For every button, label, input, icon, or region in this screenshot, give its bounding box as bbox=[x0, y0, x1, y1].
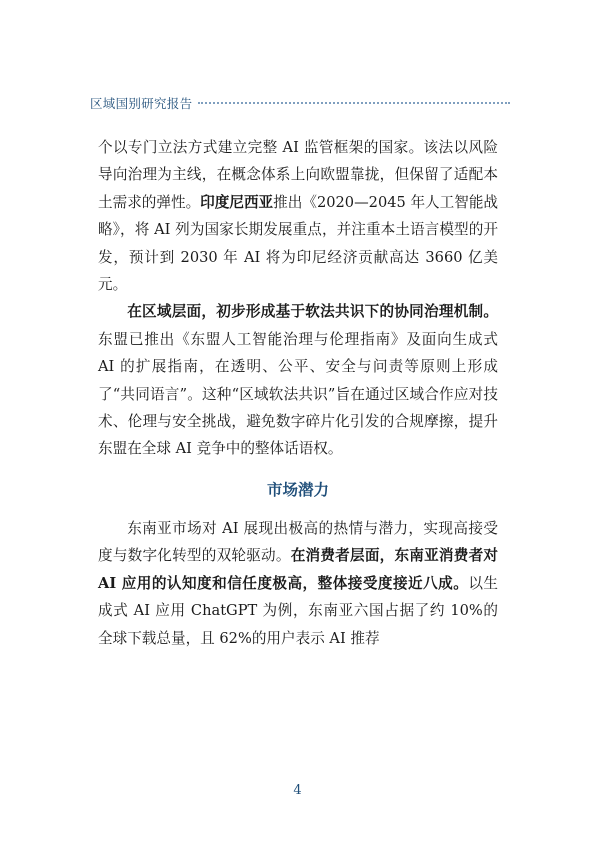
body-text bbox=[98, 134, 498, 652]
paragraph-1-emphasis: 印度尼西亚 bbox=[200, 193, 274, 211]
paragraph-3-emphasis: 在消费者层面，东南亚消费者对 AI 应用的认知度和信任度极高，整体接受度接近八成。 bbox=[98, 547, 498, 592]
paragraph-1-text-cont: 推出《2020—2045 年人工智能战略》，将 AI 列为国家长期发展重点，并注重本土语言模型的开发，预计到 2030 年 AI 将为印尼经济贡献高达 3660 亿美元。 bbox=[98, 193, 499, 294]
paragraph-1-text: 个以专门立法方式建立完整 AI 监管框架的国家。该法以风险导向治理为主线，在概念体系上向欧盟靠拢，但保留了适配本土需求的弹性。 bbox=[98, 139, 498, 211]
paragraph-3-text: 东南亚市场对 AI 展现出极高的热情与潜力，实现高接受度与数字化转型的双轮驱动。 bbox=[98, 519, 498, 565]
paragraph-2-text: 东盟已推出《东盟人工智能治理与伦理指南》及面向生成式 AI 的扩展指南，在透明、公平、安全与问责等原则上形成了“共同语言”。这种“区域软法共识”旨在通过区域合作应对技术、伦理与安全挑战，避免数字碎片化引发的合规摩擦，提升东盟在全球 AI 竞争中的整体话语权。 bbox=[98, 330, 498, 458]
paragraph-3 bbox=[98, 515, 498, 652]
paragraph-2-lead: 在区域层面，初步形成基于软法共识下的协同治理机制。 bbox=[127, 303, 498, 321]
section-heading: 市场潜力 bbox=[266, 480, 329, 499]
paragraph-2 bbox=[98, 298, 498, 462]
running-header bbox=[90, 93, 510, 113]
paragraph-3-text-cont: 以生成式 AI 应用 ChatGPT 为例，东南亚六国占据了约 10%的全球下载总量，且 62%的用户表示 AI 推荐 bbox=[98, 574, 498, 647]
report-series-title: 区域国别研究报告 bbox=[90, 96, 193, 111]
header-dotted-rule bbox=[198, 102, 510, 104]
paragraph-1 bbox=[98, 134, 498, 298]
page-number: 4 bbox=[293, 783, 302, 798]
